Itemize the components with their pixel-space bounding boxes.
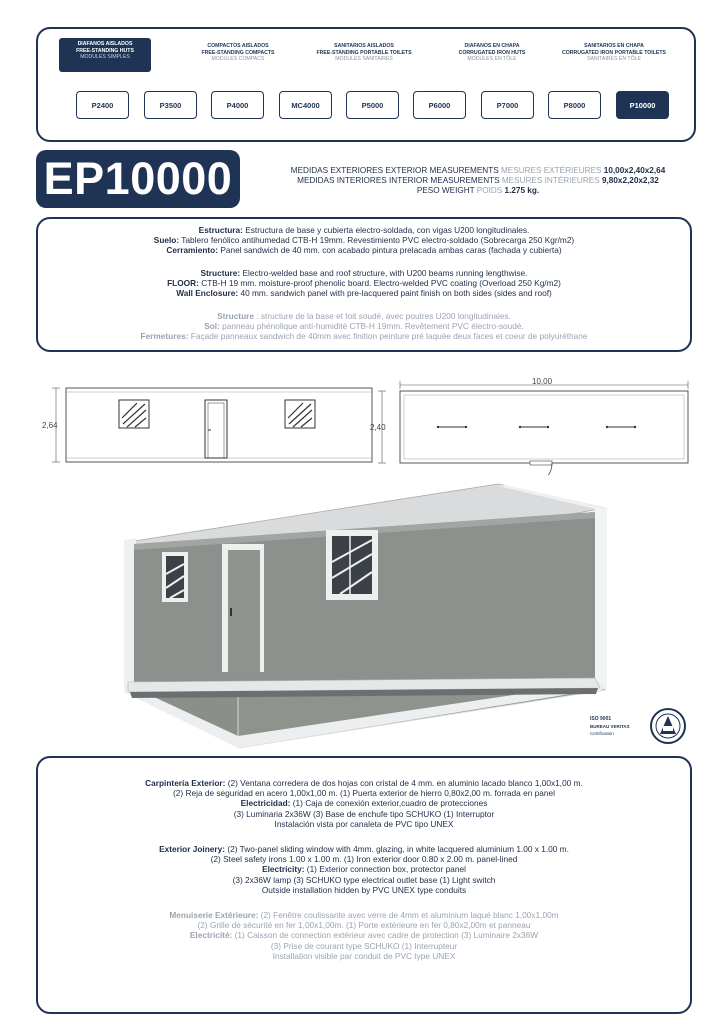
container-product-image [110, 478, 615, 750]
model-chip-p8000[interactable]: P8000 [548, 91, 601, 119]
svg-text:ISO 9001: ISO 9001 [590, 716, 612, 722]
length-dimension: 10,00 [532, 377, 553, 386]
svg-text:BUREAU VERITAS: BUREAU VERITAS [590, 724, 630, 729]
product-window-left [162, 552, 188, 602]
model-chip-p3500[interactable]: P3500 [144, 91, 197, 119]
category-corrugated-iron-huts[interactable]: DIAFANOS EN CHAPA CORRUGATED IRON HUTS MODULES EN TÔLE [458, 43, 526, 63]
model-navigation [36, 27, 696, 142]
category-corrugated-iron-toilets[interactable]: SANITARIOS EN CHAPA CORRUGATED IRON PORTABLE TOILETS SANITAIRES EN TÔLE [561, 43, 667, 63]
elevation-window-left [119, 400, 149, 428]
model-chip-p10000[interactable]: P10000 [616, 91, 669, 119]
category-portable-toilets[interactable]: SANITARIOS AISLADOS FREE-STANDING PORTABLE TOILETS MODULES SANITAIRES [316, 43, 412, 63]
model-chip-p7000[interactable]: P7000 [481, 91, 534, 119]
equipment-english: Exterior Joinery: (2) Two-panel sliding window with 4mm. glazing, in white lacquered aluminium 1.00 x 1.00 m. (2) Steel safety irons 1.00 x 1.00 m. (1) Iron exterior door 0.80 x 2.00 m. panel-lined Electricity: (1) Exterior connection box, protector panel (3) 2x36W lamp (3) SCHUKO type electrical outlet base (1) Light switch Outside installation hidden by PVC UNEX type conduits [159, 844, 569, 895]
side-elevation-drawing [40, 378, 380, 468]
interior-measurements: MEDIDAS INTERIORES INTERIOR MEASUREMENTS MESURES INTÉRIEURES 9,80x2,20x2,32 [297, 176, 659, 185]
elevation-door [205, 400, 227, 458]
model-chip-p6000[interactable]: P6000 [413, 91, 466, 119]
height-dimension: 2,64 [42, 421, 58, 430]
floor-plan-drawing [370, 375, 695, 475]
spec-spanish: Estructura: Estructura de base y cubierta electro-soldada, con vigas U200 longitudinales. Suelo: Tablero fenólico antihumedad CTB-H 19mm. Revestimiento PVC electro-soldado (Sobrecarga 250 Kgr/m2) Cerramiento: Panel sandwich de 40 mm. con acabado pintura prelacada ambas caras (fachada y cubierta) [153, 225, 575, 256]
iso-certification-seal [590, 700, 690, 750]
category-free-standing-huts[interactable]: DIAFANOS AISLADOS FREE-STANDING HUTS MODULES SIMPLES [59, 38, 151, 72]
equipment-specs [36, 756, 692, 1014]
spec-english: Structure: Electro-welded base and roof structure, with U200 beams running lengthwise. FLOOR: CTB-H 19 mm. moisture-proof phenolic board. Electro-welded PVC coating (Overload 250 Kg/m2) Wall Enclosure: 40 mm. sandwich panel with pre-lacquered paint finish on both sides (sides and roof) [167, 268, 561, 299]
model-title: EP10000 [36, 150, 240, 208]
model-chip-p5000[interactable]: P5000 [346, 91, 399, 119]
width-dimension: 2,40 [370, 423, 386, 432]
measurements-block [246, 166, 710, 196]
model-chip-p2400[interactable]: P2400 [76, 91, 129, 119]
svg-text:Certification: Certification [590, 731, 614, 736]
plan-door-swing [530, 461, 552, 475]
model-chip-mc4000[interactable]: MC4000 [279, 91, 332, 119]
elevation-window-right [285, 400, 315, 428]
exterior-measurements: MEDIDAS EXTERIORES EXTERIOR MEASUREMENTS MESURES EXTÉRIEURES 10,00x2,40x2,64 [290, 166, 666, 175]
product-door [222, 544, 264, 672]
plan-lights [437, 426, 636, 428]
equipment-french: Menuiserie Extérieure: (2) Fenêtre coulissante avec verre de 4mm et aluminium laqué blanc 1,00x1,00m (2) Grille de sécurité en fer 1,00x1,00m. (1) Porte extérieure en fer 0,80x2,00m et panneau Electricité: (1) Caisson de connection extérieur avec cadre de protection (3) Luminaire 2x36W (3) Prise de courant type SCHUKO (1) Interrupteur Installation visible par conduit de PVC type UNEX [169, 910, 559, 961]
product-window-right [326, 530, 378, 600]
category-free-standing-compacts[interactable]: COMPACTOS AISLADOS FREE-STANDING COMPACTS MODULES COMPACS [201, 43, 275, 63]
spec-french: Structure : structure de la base et toit soudé, avec poutres U200 longitudinales. Sol: panneau phénolique anti-humidité CTB-H 19mm. Revêtement PVC électro-soudé. Fermetures: Façade panneaux sandwich de 40mm avec finition peinture pré laquée deux faces et coeur de polyuréthane [140, 311, 588, 342]
equipment-spanish: Carpintería Exterior: (2) Ventana corredera de dos hojas con cristal de 4 mm. en aluminio lacado blanco 1,00x1,00 m. (2) Reja de seguridad en acero 1,00x1,00 m. (1) Puerta exterior de hierro 0,80x2,00 m. forrada en panel Electricidad: (1) Caja de conexión exterior,cuadro de protecciones (3) Luminaria 2x36W (3) Base de enchufe tipo SCHUKO (1) Interruptor Instalación vista por canaleta de PVC tipo UNEX [145, 778, 583, 829]
construction-specs [36, 217, 692, 352]
weight: PESO WEIGHT POIDS 1.275 kg. [416, 186, 540, 195]
model-chip-p4000[interactable]: P4000 [211, 91, 264, 119]
